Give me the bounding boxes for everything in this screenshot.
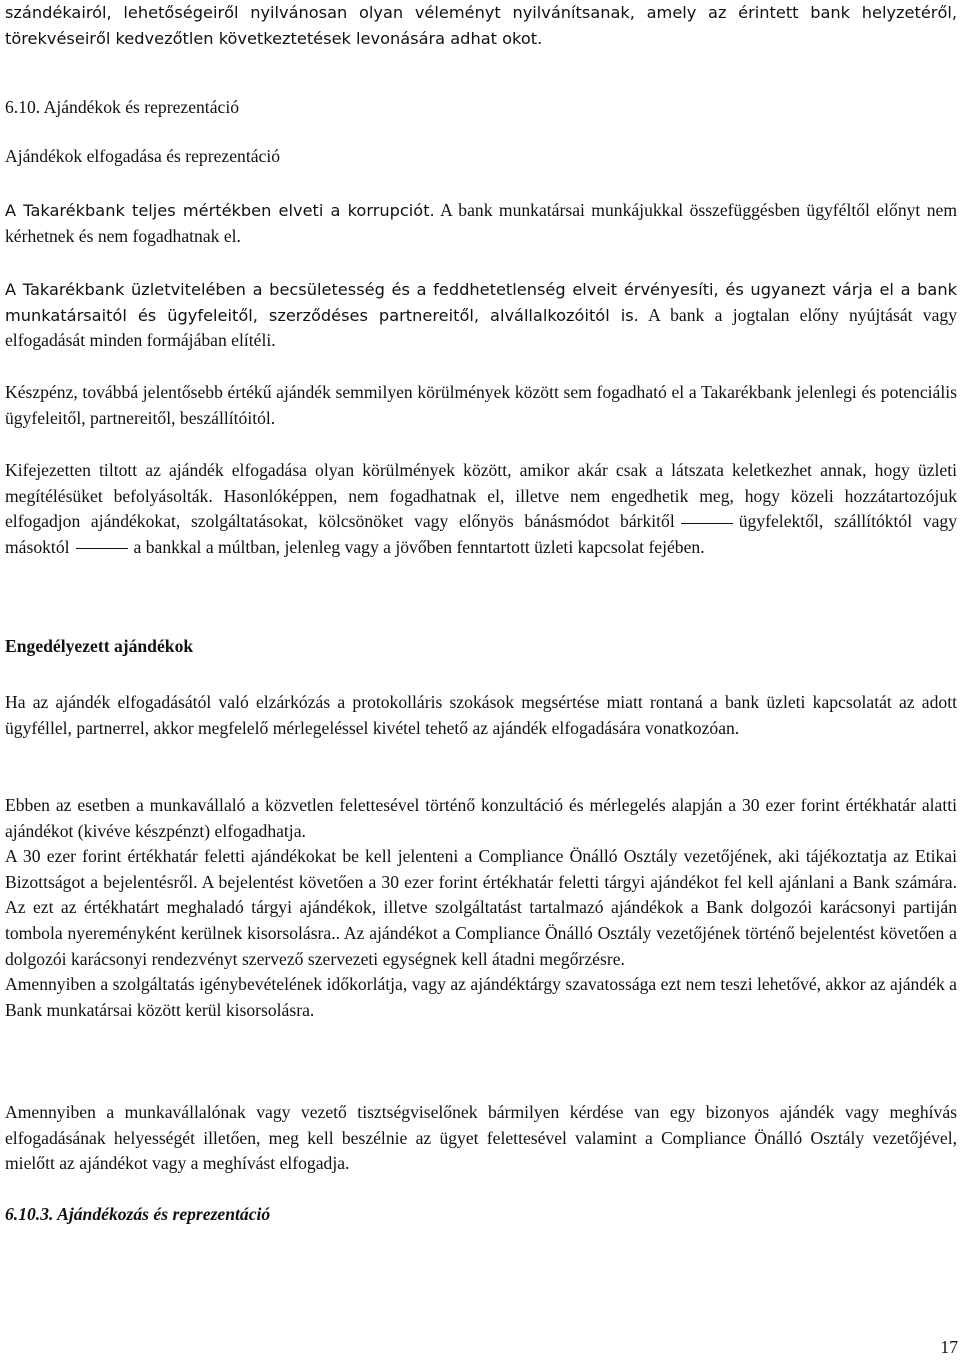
paragraph-value-limit <box>5 793 957 1023</box>
paragraph-question: Amennyiben a munkavállalónak vagy vezető tisztségviselőnek bármilyen kérdése van egy bizonyos ajándék vagy meghívás elfogadásának helyességét illetően, meg kell beszélnie az ügyet felettesével valamint a Compliance Önálló Osztály vezetőjével, mielőtt az ajándékot vagy a meghívást elfogadja. <box>5 1102 957 1174</box>
em-dash <box>681 523 733 524</box>
value-limit-line1: Ebben az esetben a munkavállaló a közvetlen felettesével történő konzultáció és mérlegelés alapján a 30 ezer forint értékhatár alatti ajándékot (kivéve készpénzt) elfogadhatja. <box>5 795 957 841</box>
paragraph-forbidden-part2b: ügyfelektől, szállítóktól vagy másoktól <box>5 511 957 557</box>
paragraph-protocol: Ha az ajándék elfogadásától való elzárkózás a protokolláris szokások megsértése miatt rontaná a bank üzleti kapcsolatát az adott ügyféllel, partnerrel, akkor megfelelő mérlegeléssel kivétel tehető az ajándék elfogadására vonatkozóan. <box>5 692 957 738</box>
paragraph-corruption-part1: A Takarékbank teljes mértékben elveti a korrupciót. <box>5 201 435 220</box>
value-limit-line3: Amennyiben a szolgáltatás igénybevételének időkorlátja, vagy az ajándéktárgy szavatossága ezt nem teszi lehetővé, akkor az ajándék a Bank munkatársai között kerül kisorsolásra. <box>5 974 957 1020</box>
section-heading: 6.10. Ajándékok és reprezentáció <box>5 97 240 117</box>
intro-paragraph: szándékairól, lehetőségeiről nyilvánosan olyan véleményt nyilvánítsanak, amely az érintett bank helyzetéről, törekvéseiről kedvezőtlen következtetések levonására adhat okot. <box>5 3 957 48</box>
paragraph-corruption <box>5 198 957 249</box>
paragraph-forbidden-part2a: Hasonlóképpen, nem fogadhatnak el, illetve nem engedhetik meg, hogy közeli hozzátartozójuk elfogadjon ajándékokat, szolgáltatásokat, kölcsönöket vagy előnyös bánásmódot bárkitől <box>5 485 957 532</box>
paragraph-forbidden <box>5 458 957 560</box>
subsection-heading-2: 6.10.3. Ajándékozás és reprezentáció <box>5 1204 271 1224</box>
paragraph-cash: Készpénz, továbbá jelentősebb értékű ajándék semmilyen körülmények között sem fogadható el a Takarékbank jelenlegi és potenciális ügyfeleitől, partnereitől, beszállítóitól. <box>5 382 957 428</box>
page-number: 17 <box>940 1337 958 1357</box>
paragraph-business-part2: A bank a jogtalan előny nyújtását vagy elfogadását minden formájában elítéli. <box>5 304 958 351</box>
value-limit-line2c: Az ezt az értékhatárt meghaladó tárgyi ajándékok, illetve szolgáltatást tartalmazó ajándékok a Bank dolgozói karácsonyi partiján tombola nyereményként kerülnek kisorsolásra.. Az ajándékot a Compliance Önálló Osztály vezetőjének történő bejelentést követően a dolgozói karácsonyi rendezvényt szervező szervezeti egységnek kell átadni megőrzésre. <box>5 897 957 969</box>
em-dash <box>76 548 128 549</box>
paragraph-business-part1: A Takarékbank üzletvitelében a becsületesség és a feddhetetlenség elveit érvényesíti, és ugyanezt várja el a bank munkatársaitól és ügyfeleitől, szerződéses partnereitől, alvállalkozóitól is. <box>5 280 957 325</box>
value-limit-line2a: A 30 ezer forint értékhatár feletti ajándékokat be kell jelenteni a Compliance Önálló Osztály vezetőjének, aki tájékoztatja az Etikai Bizottságot a bejelentésről. <box>5 846 957 892</box>
paragraph-corruption-part2: A bank munkatársai munkájukkal összefüggésben ügyféltől előnyt nem kérhetnek és nem fogadhatnak el. <box>5 200 958 246</box>
paragraph-forbidden-part2c: a bankkal a múltban, jelenleg vagy a jövőben fenntartott üzleti kapcsolat fejében. <box>133 536 705 557</box>
paragraph-business-ethics <box>5 277 957 354</box>
subsection-heading: Ajándékok elfogadása és reprezentáció <box>5 146 281 166</box>
paragraph-forbidden-part1: Kifejezetten tiltott az ajándék elfogadása olyan körülmények között, amikor akár csak a látszata keletkezhet annak, hogy üzleti megítélésüket befolyásolták. <box>5 460 957 506</box>
permitted-heading: Engedélyezett ajándékok <box>5 636 194 656</box>
value-limit-line2b: A bejelentést követően a 30 ezer forint értékhatár feletti tárgyi ajándékot fel kell ajánlani a Bank számára. <box>197 871 957 892</box>
